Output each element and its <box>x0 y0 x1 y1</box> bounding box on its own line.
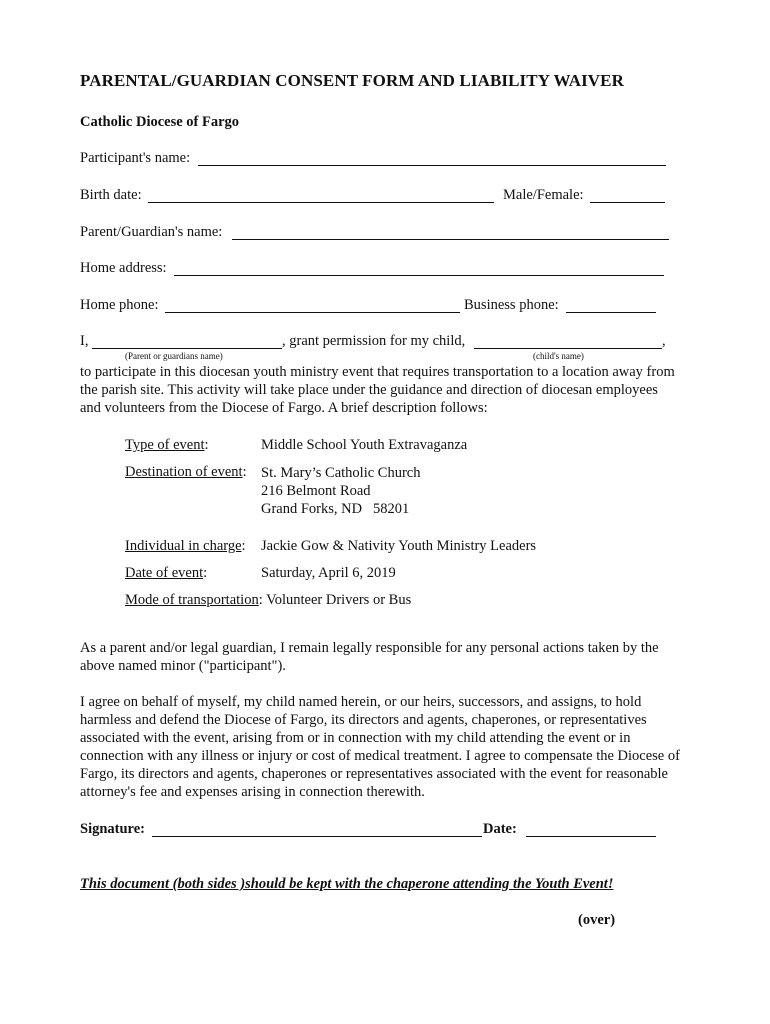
participant-name-field[interactable] <box>198 165 666 166</box>
signature-date-label: Date: <box>483 821 517 837</box>
individual-value: Jackie Gow & Nativity Youth Ministry Leaders <box>261 538 537 554</box>
child-name-caption: (child's name) <box>533 351 584 361</box>
event-date-value: Saturday, April 6, 2019 <box>261 565 396 581</box>
birth-date-label: Birth date: <box>80 187 142 203</box>
event-type-label: Type of event <box>125 437 205 453</box>
transportation-row: Mode of transportation: Volunteer Drivers or Bus <box>125 592 412 608</box>
destination-label: Destination of event <box>125 464 243 480</box>
gender-field[interactable] <box>590 202 665 203</box>
transportation-value: Volunteer Drivers or Bus <box>266 592 412 608</box>
event-date-label: Date of event <box>125 565 204 581</box>
transportation-label: Mode of transportation <box>125 592 259 608</box>
destination-line-2: 216 Belmont Road <box>261 483 371 499</box>
birth-date-field[interactable] <box>148 202 494 203</box>
permission-suffix: , <box>662 333 666 349</box>
waiver-paragraph: I agree on behalf of myself, my child named herein, or our heirs, successors, and assigns, to hold harmless and defend the Diocese of Fargo, its directors and agents, chaperones, or representatives associated with the event, arising from or in connection with my child attending the event or in connection with any illness or injury or cost of medical treatment. I agree to compensate the Diocese of Fargo, its directors and agents, chaperones or representatives associated with the event for reasonable attorney's fee and expenses arising in connection therewith. <box>80 694 680 800</box>
guardian-name-field[interactable] <box>232 239 669 240</box>
responsibility-paragraph: As a parent and/or legal guardian, I remain legally responsible for any personal actions taken by the above named minor ("participant"). <box>80 640 659 674</box>
destination-row: Destination of event: <box>125 464 247 480</box>
home-address-field[interactable] <box>174 275 664 276</box>
date-row: Date of event: <box>125 565 208 581</box>
permission-middle: , grant permission for my child, <box>282 333 466 349</box>
over-indicator: (over) <box>578 912 616 928</box>
signature-date-field[interactable] <box>526 836 656 837</box>
guardian-name-label: Parent/Guardian's name: <box>80 224 223 240</box>
permission-prefix: I, <box>80 333 89 349</box>
home-address-label: Home address: <box>80 260 167 276</box>
participant-name-label: Participant's name: <box>80 150 191 166</box>
signature-label: Signature: <box>80 821 145 837</box>
event-type-value: Middle School Youth Extravaganza <box>261 437 468 453</box>
destination-address <box>261 464 421 518</box>
individual-label: Individual in charge <box>125 538 242 554</box>
footer-note: This document (both sides )should be kept with the chaperone attending the Youth Event! <box>80 876 614 892</box>
individual-row: Individual in charge: <box>125 538 246 554</box>
parent-name-caption: (Parent or guardians name) <box>125 351 223 361</box>
business-phone-field[interactable] <box>566 312 656 313</box>
parent-name-blank[interactable] <box>92 348 282 349</box>
permission-body: to participate in this diocesan youth ministry event that requires transportation to a location away from the parish site. This activity will take place under the guidance and direction of diocesan employees and volunteers from the Diocese of Fargo. A brief description follows: <box>80 364 675 416</box>
gender-label: Male/Female: <box>503 187 584 203</box>
child-name-blank[interactable] <box>474 348 662 349</box>
destination-line-1: St. Mary’s Catholic Church <box>261 465 421 481</box>
form-title: PARENTAL/GUARDIAN CONSENT FORM AND LIABILITY WAIVER <box>80 71 624 90</box>
destination-line-3: Grand Forks, ND 58201 <box>261 501 410 517</box>
event-type-row: Type of event: <box>125 437 209 453</box>
home-phone-field[interactable] <box>165 312 460 313</box>
business-phone-label: Business phone: <box>464 297 559 313</box>
organization-name: Catholic Diocese of Fargo <box>80 114 240 130</box>
signature-field[interactable] <box>152 836 482 837</box>
home-phone-label: Home phone: <box>80 297 159 313</box>
